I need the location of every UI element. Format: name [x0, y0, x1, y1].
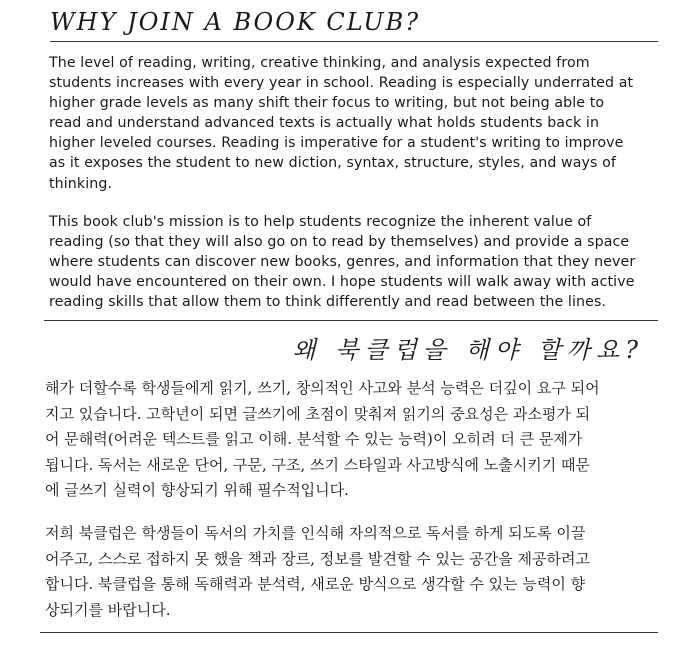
bottom-divider [40, 632, 658, 633]
korean-paragraph-2: 저희 북클럽은 학생들이 독서의 가치를 인식해 자의적으로 독서를 하게 되도록 이끌 어주고, 스스로 접하지 못 했을 책과 장르, 정보를 발견할 수 있는 공간을 제공하려고 합니다. 북클럽을 통해 독해력과 분석력, 새로운 방식으로 생각할 수 있는 능력이 향 상되기를 바랍니다. [45, 524, 590, 619]
english-paragraph-1: The level of reading, writing, creative thinking, and analysis expected from students increases with every year in school. Reading is especially underrated at higher grade levels as many shift their focus to writing, but not being able to read and understand advanced texts is actually what holds students back in higher leveled courses. Reading is imperative for a student's writing to improve as it exposes the student to new diction, syntax, structure, styles, and ways of thinking. [49, 55, 634, 192]
english-paragraph-2: This book club's mission is to help students recognize the inherent value of reading (so that they will also go on to read by themselves) and provide a space where students can discover new books, genres, and information that they never would have encountered on their own. I hope students will walk away with active reading skills that allow them to think differently and read between the lines. [49, 214, 636, 311]
section-divider [44, 320, 658, 321]
korean-paragraph-1: 해가 더할수록 학생들에게 읽기, 쓰기, 창의적인 사고와 분석 능력은 더깊이 요구 되어 지고 있습니다. 고학년이 되면 글쓰기에 초점이 맞춰져 읽기의 중요성은 과소평가 되 어 문해력(어려운 텍스트를 읽고 이해. 분석할 수 있는 능력)이 오히려 더 큰 문제가 됩니다. 독서는 새로운 단어, 구문, 구조, 쓰기 스타일과 사고방식에 노출시키기 때문 에 글쓰기 실력이 향상되기 위해 필수적입니다. [45, 379, 600, 499]
title-divider [50, 41, 658, 42]
korean-heading: 왜 북클럽을 해야 할까요? [292, 336, 644, 364]
page-title: WHY JOIN A BOOK CLUB? [50, 8, 421, 36]
